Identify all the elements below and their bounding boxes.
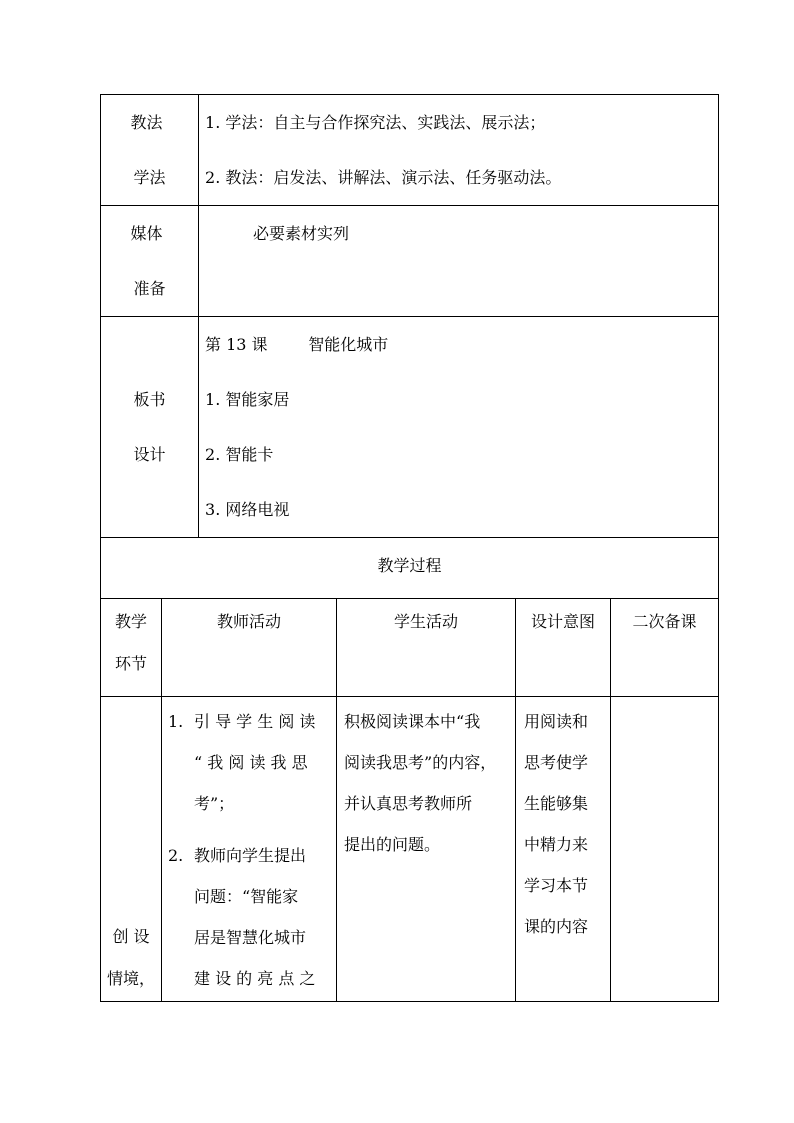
row1-student-line: 阅读我思考”的内容， xyxy=(344,753,497,772)
row1-teacher-item-2-line: 居是智慧化城市 xyxy=(194,928,307,947)
row1-student-line: 提出的问题。 xyxy=(344,835,441,854)
board-label-line1: 板书 xyxy=(133,390,166,409)
col-stage-cell xyxy=(101,599,162,697)
col-student-cell xyxy=(337,599,516,697)
board-row xyxy=(101,317,719,538)
process-title: 教学过程 xyxy=(377,556,442,575)
col-teacher-cell xyxy=(162,599,337,697)
row1-teacher-item-1-line: 考”； xyxy=(194,794,235,813)
row1-intent-line: 生能够集 xyxy=(524,794,589,813)
row1-teacher-item-2-number: 2. xyxy=(168,846,184,865)
methods-item-1: 1. 学法：自主与合作探究法、实践法、展示法； xyxy=(205,113,546,132)
row1-student-cell xyxy=(337,697,516,1002)
methods-label-cell xyxy=(101,95,199,206)
media-label-line2: 准备 xyxy=(133,279,166,298)
board-title: 第 13 课 智能化城市 xyxy=(205,335,389,354)
process-title-row xyxy=(101,538,719,599)
lesson-plan-table xyxy=(100,94,719,1002)
media-content: 必要素材实列 xyxy=(253,224,350,243)
col-stage-line2: 环节 xyxy=(114,654,147,673)
col-teacher: 教师活动 xyxy=(217,612,282,631)
media-label-cell xyxy=(101,206,199,317)
row1-intent-cell xyxy=(516,697,611,1002)
col-second-prep: 二次备课 xyxy=(632,612,697,631)
row1-intent-text xyxy=(524,701,610,947)
board-content-cell xyxy=(199,317,719,538)
row1-second-prep-cell xyxy=(611,697,719,1002)
process-row-1 xyxy=(101,697,719,1002)
row1-teacher-item-2-line: 教师向学生提出 xyxy=(194,846,307,865)
row1-teacher-item-1 xyxy=(162,701,336,824)
row1-stage-cell xyxy=(101,697,162,1002)
process-title-cell xyxy=(101,538,719,599)
row1-stage-line1: 创 设 xyxy=(112,927,150,946)
row1-teacher-item-2-line: 问题：“智能家 xyxy=(194,887,299,906)
col-student: 学生活动 xyxy=(394,612,459,631)
board-item-2: 2. 智能卡 xyxy=(205,445,274,464)
methods-label-line1: 教法 xyxy=(130,113,163,132)
column-header-row xyxy=(101,599,719,697)
row1-intent-line: 课的内容 xyxy=(524,917,589,936)
row1-student-line: 并认真思考教师所 xyxy=(344,794,473,813)
row1-intent-line: 中精力来 xyxy=(524,835,589,854)
media-row xyxy=(101,206,719,317)
row1-teacher-item-1-line: “ 我 阅 读 我 思 xyxy=(194,753,308,772)
col-intent-cell xyxy=(516,599,611,697)
row1-stage-line2: 情境， xyxy=(106,969,155,988)
board-label-cell xyxy=(101,317,199,538)
col-stage-line1: 教学 xyxy=(114,612,147,631)
methods-row xyxy=(101,95,719,206)
row1-intent-line: 学习本节 xyxy=(524,876,589,895)
methods-item-2: 2. 教法：启发法、讲解法、演示法、任务驱动法。 xyxy=(205,168,562,187)
board-item-3: 3. 网络电视 xyxy=(205,500,290,519)
row1-teacher-item-2 xyxy=(162,835,336,999)
board-label-line2: 设计 xyxy=(133,445,166,464)
methods-content-cell xyxy=(199,95,719,206)
row1-student-line: 积极阅读课本中“我 xyxy=(344,712,481,731)
row1-teacher-item-2-line: 建 设 的 亮 点 之 xyxy=(194,969,316,988)
row1-student-text xyxy=(344,701,515,865)
lesson-plan-page xyxy=(100,94,718,1002)
col-second-prep-cell xyxy=(611,599,719,697)
row1-intent-line: 用阅读和 xyxy=(524,712,589,731)
board-item-1: 1. 智能家居 xyxy=(205,390,290,409)
col-intent: 设计意图 xyxy=(531,612,596,631)
row1-intent-line: 思考使学 xyxy=(524,753,589,772)
row1-teacher-item-1-number: 1. xyxy=(168,712,184,731)
methods-label-line2: 学法 xyxy=(133,168,166,187)
media-label-line1: 媒体 xyxy=(130,224,163,243)
row1-teacher-item-1-line: 引 导 学 生 阅 读 xyxy=(194,712,316,731)
row1-teacher-cell xyxy=(162,697,337,1002)
media-content-cell xyxy=(199,206,719,317)
